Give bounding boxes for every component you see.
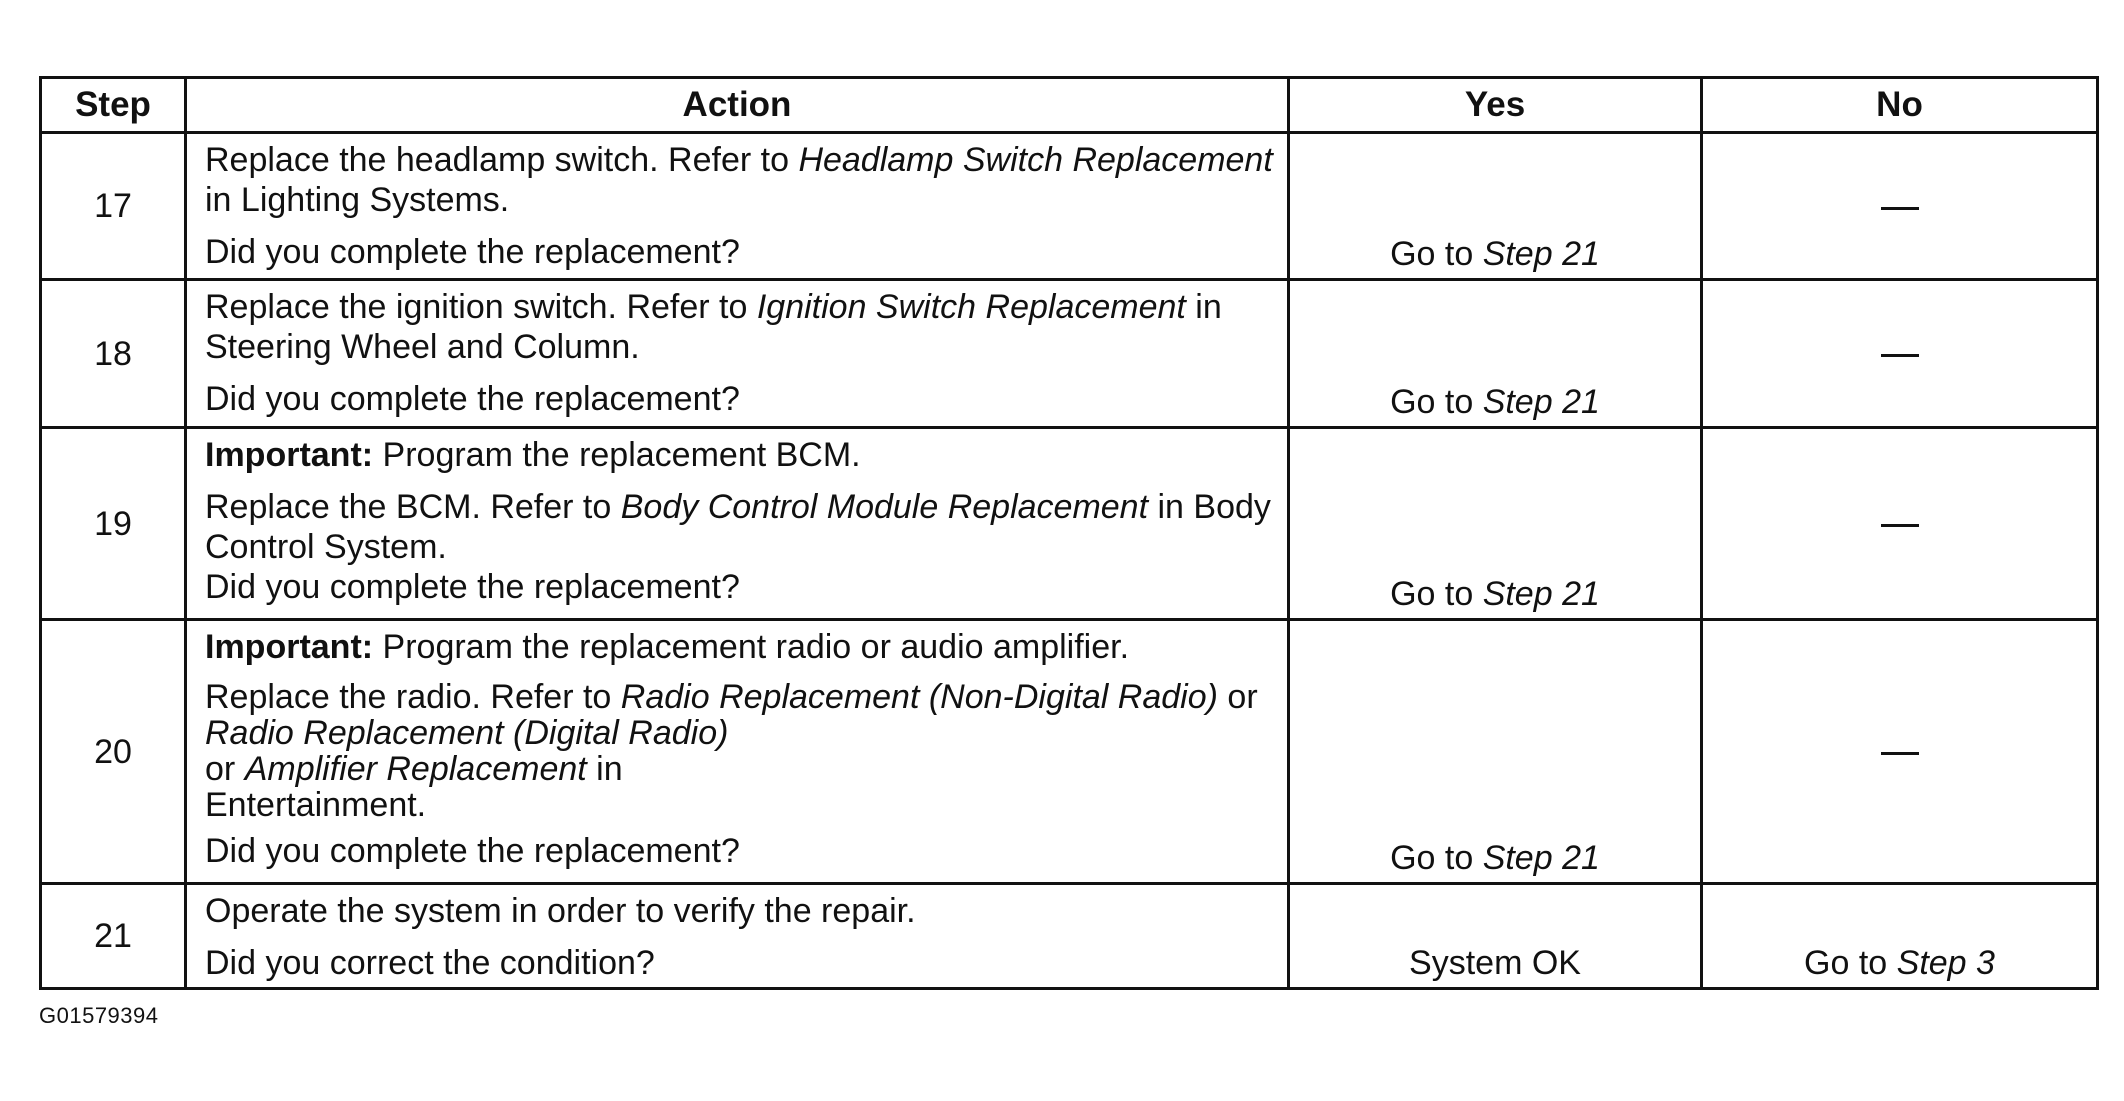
table-row — [41, 428, 2098, 620]
action-text: Replace the BCM. Refer to Body Control Module Replacement in Body Control System. — [205, 488, 1271, 566]
header-yes: Yes — [1289, 78, 1702, 133]
no-cell — [1702, 133, 2098, 280]
table-row — [41, 884, 2098, 989]
yes-cell — [1289, 884, 1702, 989]
header-row — [41, 78, 2098, 133]
action-question: Did you correct the condition? — [205, 944, 655, 982]
step-number: 20 — [41, 620, 186, 884]
dash-mark — [1881, 207, 1919, 210]
header-no: No — [1702, 78, 2098, 133]
result-text: System OK — [1409, 944, 1581, 982]
no-cell: Go to Step 3 — [1702, 884, 2098, 989]
figure-id: G01579394 — [39, 1003, 159, 1028]
table-row — [41, 280, 2098, 428]
important-label: Important: — [205, 628, 374, 666]
step-reference: Step 21 — [1482, 235, 1600, 273]
important-note: Important: Program the replacement BCM. — [205, 436, 861, 474]
dash-mark — [1881, 524, 1919, 527]
action-cell — [186, 884, 1289, 989]
yes-cell: Go to Step 21 — [1289, 280, 1702, 428]
action-text: Replace the headlamp switch. Refer to Headlamp Switch Replacement in Lighting Systems. — [205, 141, 1273, 219]
step-number: 18 — [41, 280, 186, 428]
header-action: Action — [186, 78, 1289, 133]
diagnostic-table — [39, 76, 2099, 990]
important-label: Important: — [205, 436, 374, 474]
no-cell — [1702, 620, 2098, 884]
action-cell — [186, 620, 1289, 884]
no-cell — [1702, 280, 2098, 428]
no-cell — [1702, 428, 2098, 620]
step-reference: Step 21 — [1482, 575, 1600, 613]
action-question: Did you complete the replacement? — [205, 832, 740, 870]
table-row — [41, 133, 2098, 280]
reference-title: Radio Replacement (Non-Digital Radio) — [620, 678, 1218, 716]
step-reference: Step 21 — [1482, 383, 1600, 421]
header-step: Step — [41, 78, 186, 133]
step-number: 19 — [41, 428, 186, 620]
step-reference: Step 21 — [1482, 839, 1600, 877]
action-cell — [186, 133, 1289, 280]
action-question: Did you complete the replacement? — [205, 380, 740, 418]
step-number: 21 — [41, 884, 186, 989]
reference-title: Amplifier Replacement — [244, 750, 587, 788]
action-question: Did you complete the replacement? — [205, 233, 740, 271]
step-number: 17 — [41, 133, 186, 280]
yes-cell: Go to Step 21 — [1289, 620, 1702, 884]
reference-title: Headlamp Switch Replacement — [798, 141, 1273, 179]
step-reference: Step 3 — [1896, 944, 1995, 982]
reference-title: Body Control Module Replacement — [620, 488, 1149, 526]
action-cell — [186, 428, 1289, 620]
yes-cell: Go to Step 21 — [1289, 133, 1702, 280]
action-text: Replace the radio. Refer to Radio Replacement (Non-Digital Radio) or Radio Replacement (Digital Radio) or Amplifier Replacement in Entertainment. — [205, 678, 1258, 824]
action-text: Operate the system in order to verify the repair. — [205, 892, 916, 930]
dash-mark — [1881, 354, 1919, 357]
reference-title: Radio Replacement (Digital Radio) — [205, 714, 729, 752]
table-row — [41, 620, 2098, 884]
action-cell — [186, 280, 1289, 428]
yes-cell: Go to Step 21 — [1289, 428, 1702, 620]
action-text: Replace the ignition switch. Refer to Ignition Switch Replacement in Steering Wheel and Column. — [205, 288, 1222, 366]
action-question: Did you complete the replacement? — [205, 568, 740, 606]
dash-mark — [1881, 752, 1919, 755]
important-note: Important: Program the replacement radio or audio amplifier. — [205, 628, 1130, 666]
reference-title: Ignition Switch Replacement — [756, 288, 1186, 326]
